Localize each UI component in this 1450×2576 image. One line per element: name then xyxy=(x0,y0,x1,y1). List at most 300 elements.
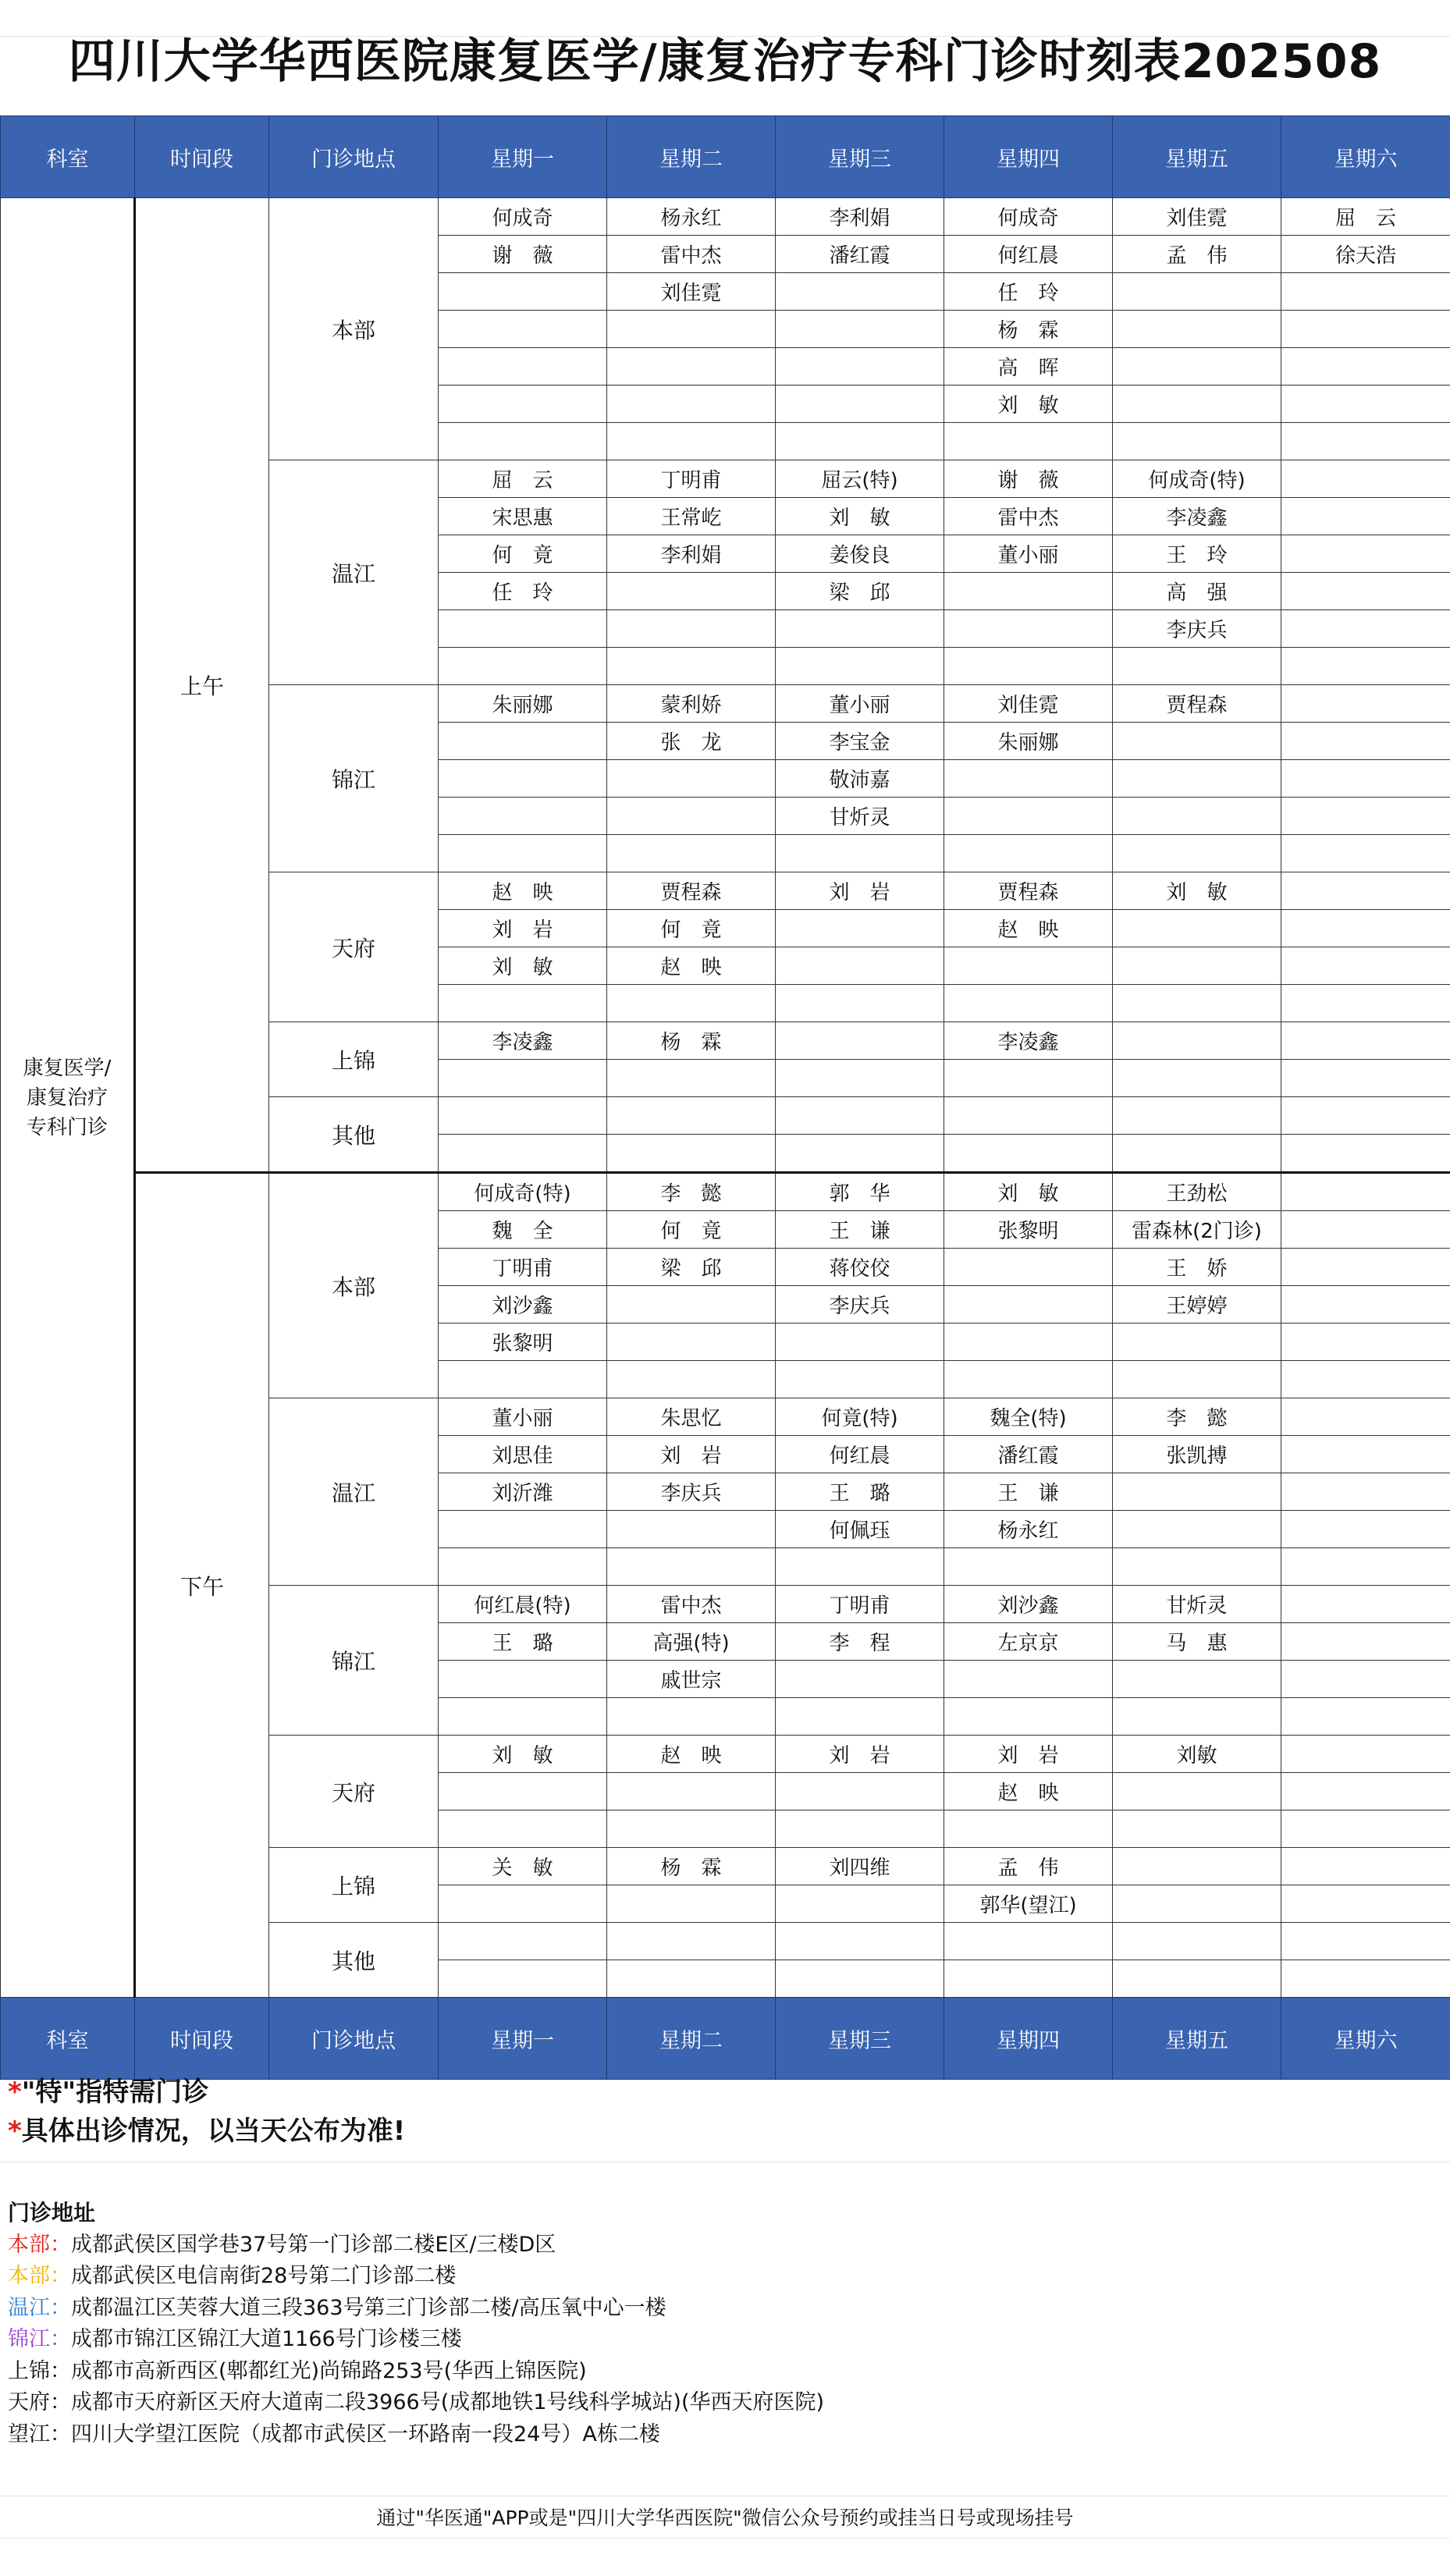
address-line xyxy=(8,2387,824,2419)
address-line xyxy=(8,2293,824,2325)
doctor-cell xyxy=(776,648,944,685)
doctor-cell xyxy=(607,985,776,1022)
doctor-cell xyxy=(607,798,776,835)
doctor-cell xyxy=(944,1960,1113,1998)
doctor-cell: 敬沛嘉 xyxy=(776,760,944,798)
address-line xyxy=(8,2230,824,2262)
doctor-cell: 徐天浩 xyxy=(1281,236,1450,273)
doctor-cell xyxy=(944,1810,1113,1848)
doctor-cell: 李 懿 xyxy=(1113,1398,1281,1436)
period-cell: 上午 xyxy=(135,198,269,1173)
doctor-cell xyxy=(1281,1324,1450,1361)
doctor-cell xyxy=(607,1923,776,1960)
doctor-cell: 王婷婷 xyxy=(1113,1286,1281,1324)
doctor-cell: 何红晨 xyxy=(776,1436,944,1473)
doctor-cell xyxy=(1281,648,1450,685)
doctor-cell: 甘炘灵 xyxy=(776,798,944,835)
doctor-cell: 李庆兵 xyxy=(607,1473,776,1511)
doctor-cell: 朱思忆 xyxy=(607,1398,776,1436)
table-row xyxy=(1,1173,1450,1211)
header-row xyxy=(1,116,1450,198)
doctor-cell xyxy=(776,1661,944,1698)
header-dept: 科室 xyxy=(1,1998,135,2080)
doctor-cell: 杨永红 xyxy=(607,198,776,236)
header-day: 星期六 xyxy=(1281,1998,1450,2080)
doctor-cell xyxy=(607,1698,776,1736)
doctor-cell: 王 娇 xyxy=(1113,1249,1281,1286)
doctor-cell: 丁明甫 xyxy=(607,460,776,498)
doctor-cell: 高 强 xyxy=(1113,573,1281,610)
doctor-cell xyxy=(944,1661,1113,1698)
doctor-cell xyxy=(439,723,607,760)
doctor-cell xyxy=(1113,311,1281,348)
doctor-cell: 何成奇 xyxy=(439,198,607,236)
doctor-cell xyxy=(607,760,776,798)
header-day: 星期三 xyxy=(776,116,944,198)
doctor-cell xyxy=(776,610,944,648)
doctor-cell: 王 玲 xyxy=(1113,535,1281,573)
doctor-cell: 刘思佳 xyxy=(439,1436,607,1473)
doctor-cell: 屈 云 xyxy=(439,460,607,498)
doctor-cell: 刘佳霓 xyxy=(1113,198,1281,236)
doctor-cell: 谢 薇 xyxy=(439,236,607,273)
doctor-cell xyxy=(1281,535,1450,573)
doctor-cell xyxy=(1113,1473,1281,1511)
doctor-cell: 刘四维 xyxy=(776,1848,944,1885)
doctor-cell: 郭华(望江) xyxy=(944,1885,1113,1923)
doctor-cell xyxy=(1281,723,1450,760)
doctor-cell xyxy=(607,1361,776,1398)
doctor-cell: 李凌鑫 xyxy=(439,1022,607,1060)
doctor-cell xyxy=(439,610,607,648)
doctor-cell xyxy=(1281,1548,1450,1586)
address-line xyxy=(8,2261,824,2293)
doctor-cell xyxy=(1281,273,1450,311)
note-schedule xyxy=(8,2112,405,2151)
doctor-cell xyxy=(1281,1135,1450,1173)
doctor-cell xyxy=(1113,1698,1281,1736)
doctor-cell xyxy=(776,1097,944,1135)
doctor-cell: 刘 岩 xyxy=(607,1436,776,1473)
header-day: 星期五 xyxy=(1113,116,1281,198)
address-text: 成都市锦江区锦江大道1166号门诊楼三楼 xyxy=(71,2327,462,2351)
doctor-cell xyxy=(1113,1511,1281,1548)
header-day: 星期一 xyxy=(439,116,607,198)
note-star: * xyxy=(8,2077,22,2108)
doctor-cell: 梁 邱 xyxy=(776,573,944,610)
doctor-cell xyxy=(1281,1249,1450,1286)
doctor-cell: 关 敏 xyxy=(439,1848,607,1885)
doctor-cell xyxy=(1281,1097,1450,1135)
doctor-cell xyxy=(439,1661,607,1698)
location-cell: 天府 xyxy=(269,872,439,1022)
doctor-cell xyxy=(1281,1173,1450,1211)
address-line xyxy=(8,2324,824,2356)
doctor-cell: 王常屹 xyxy=(607,498,776,535)
doctor-cell: 任 玲 xyxy=(439,573,607,610)
doctor-cell: 刘 敏 xyxy=(776,498,944,535)
doctor-cell: 雷中杰 xyxy=(607,236,776,273)
department-cell: 康复医学/康复治疗专科门诊 xyxy=(1,198,135,1998)
doctor-cell xyxy=(439,1960,607,1998)
doctor-cell: 郭 华 xyxy=(776,1173,944,1211)
doctor-cell xyxy=(439,311,607,348)
doctor-cell: 屈云(特) xyxy=(776,460,944,498)
address-text: 成都武侯区电信南街28号第二门诊部二楼 xyxy=(71,2264,457,2288)
doctor-cell xyxy=(944,1923,1113,1960)
doctor-cell: 蒋佼佼 xyxy=(776,1249,944,1286)
doctor-cell xyxy=(944,1060,1113,1097)
doctor-cell: 董小丽 xyxy=(439,1398,607,1436)
doctor-cell: 张黎明 xyxy=(944,1211,1113,1249)
doctor-cell: 赵 映 xyxy=(607,947,776,985)
doctor-cell: 刘 岩 xyxy=(944,1736,1113,1773)
location-cell: 其他 xyxy=(269,1097,439,1173)
header-dept: 科室 xyxy=(1,116,135,198)
doctor-cell xyxy=(944,1698,1113,1736)
doctor-cell: 蒙利娇 xyxy=(607,685,776,723)
address-label: 锦江： xyxy=(8,2327,71,2351)
doctor-cell xyxy=(1113,1773,1281,1810)
doctor-cell: 高强(特) xyxy=(607,1623,776,1661)
doctor-cell xyxy=(1281,311,1450,348)
doctor-cell: 杨永红 xyxy=(944,1511,1113,1548)
doctor-cell xyxy=(1113,1923,1281,1960)
address-section xyxy=(8,2198,824,2450)
doctor-cell xyxy=(439,1548,607,1586)
doctor-cell xyxy=(1281,1773,1450,1810)
doctor-cell xyxy=(607,386,776,423)
doctor-cell xyxy=(1281,1286,1450,1324)
doctor-cell xyxy=(1281,947,1450,985)
doctor-cell xyxy=(1113,1324,1281,1361)
doctor-cell xyxy=(439,1810,607,1848)
doctor-cell xyxy=(439,1885,607,1923)
location-cell: 温江 xyxy=(269,1398,439,1586)
doctor-cell: 朱丽娜 xyxy=(439,685,607,723)
doctor-cell: 潘红霞 xyxy=(776,236,944,273)
doctor-cell: 刘沂潍 xyxy=(439,1473,607,1511)
doctor-cell xyxy=(944,1097,1113,1135)
doctor-cell: 屈 云 xyxy=(1281,198,1450,236)
doctor-cell: 何 竟 xyxy=(607,1211,776,1249)
doctor-cell xyxy=(1281,386,1450,423)
schedule-table xyxy=(0,115,1450,2080)
doctor-cell: 刘 岩 xyxy=(439,910,607,947)
header-day: 星期二 xyxy=(607,1998,776,2080)
doctor-cell xyxy=(1113,985,1281,1022)
doctor-cell xyxy=(1281,1623,1450,1661)
doctor-cell: 刘敏 xyxy=(1113,1736,1281,1773)
doctor-cell: 孟 伟 xyxy=(1113,236,1281,273)
doctor-cell: 刘 敏 xyxy=(1113,872,1281,910)
doctor-cell xyxy=(944,423,1113,460)
doctor-cell: 李 懿 xyxy=(607,1173,776,1211)
doctor-cell xyxy=(1281,760,1450,798)
doctor-cell: 何 竟 xyxy=(439,535,607,573)
doctor-cell: 刘沙鑫 xyxy=(439,1286,607,1324)
doctor-cell xyxy=(1113,1135,1281,1173)
doctor-cell xyxy=(1281,1022,1450,1060)
table-row xyxy=(1,198,1450,236)
doctor-cell xyxy=(776,1361,944,1398)
doctor-cell: 刘 敏 xyxy=(944,386,1113,423)
doctor-cell xyxy=(776,1060,944,1097)
doctor-cell: 孟 伟 xyxy=(944,1848,1113,1885)
doctor-cell xyxy=(439,798,607,835)
doctor-cell: 李庆兵 xyxy=(1113,610,1281,648)
doctor-cell xyxy=(776,1548,944,1586)
header-day: 星期五 xyxy=(1113,1998,1281,2080)
doctor-cell: 张黎明 xyxy=(439,1324,607,1361)
doctor-cell: 何佩珏 xyxy=(776,1511,944,1548)
doctor-cell xyxy=(944,835,1113,872)
doctor-cell xyxy=(607,1097,776,1135)
address-text: 成都市天府新区天府大道南二段3966号(成都地铁1号线科学城站)(华西天府医院) xyxy=(71,2390,825,2414)
address-line xyxy=(8,2419,824,2451)
doctor-cell xyxy=(1113,835,1281,872)
doctor-cell xyxy=(776,423,944,460)
doctor-cell xyxy=(1281,460,1450,498)
header-day: 星期四 xyxy=(944,1998,1113,2080)
doctor-cell xyxy=(439,423,607,460)
doctor-cell xyxy=(1113,1661,1281,1698)
doctor-cell: 张 龙 xyxy=(607,723,776,760)
doctor-cell xyxy=(1281,1810,1450,1848)
doctor-cell xyxy=(944,798,1113,835)
doctor-cell xyxy=(944,573,1113,610)
doctor-cell xyxy=(944,1361,1113,1398)
doctor-cell xyxy=(1281,1923,1450,1960)
doctor-cell: 赵 映 xyxy=(944,910,1113,947)
footer-header-row xyxy=(1,1998,1450,2080)
header-location: 门诊地点 xyxy=(269,1998,439,2080)
doctor-cell: 丁明甫 xyxy=(776,1586,944,1623)
doctor-cell: 任 玲 xyxy=(944,273,1113,311)
doctor-cell: 王 谦 xyxy=(944,1473,1113,1511)
location-cell: 本部 xyxy=(269,1173,439,1398)
doctor-cell: 何红晨 xyxy=(944,236,1113,273)
doctor-cell: 赵 映 xyxy=(439,872,607,910)
doctor-cell xyxy=(1281,348,1450,386)
doctor-cell xyxy=(439,648,607,685)
doctor-cell xyxy=(607,1885,776,1923)
doctor-cell xyxy=(1281,910,1450,947)
address-label: 天府： xyxy=(8,2390,71,2414)
doctor-cell: 张凯搏 xyxy=(1113,1436,1281,1473)
address-text: 成都温江区芙蓉大道三段363号第三门诊部二楼/高压氧中心一楼 xyxy=(71,2295,666,2320)
doctor-cell: 王 谦 xyxy=(776,1211,944,1249)
doctor-cell xyxy=(1281,1361,1450,1398)
doctor-cell: 贾程森 xyxy=(944,872,1113,910)
doctor-cell xyxy=(776,1810,944,1848)
header-period: 时间段 xyxy=(135,116,269,198)
doctor-cell xyxy=(1281,1060,1450,1097)
doctor-cell xyxy=(944,1548,1113,1586)
location-cell: 锦江 xyxy=(269,1586,439,1736)
address-text: 四川大学望江医院（成都市武侯区一环路南一段24号）A栋二楼 xyxy=(71,2421,660,2446)
doctor-cell: 李 程 xyxy=(776,1623,944,1661)
doctor-cell xyxy=(607,1135,776,1173)
doctor-cell xyxy=(1281,573,1450,610)
doctor-cell xyxy=(1281,498,1450,535)
header-day: 星期四 xyxy=(944,116,1113,198)
doctor-cell xyxy=(1281,985,1450,1022)
doctor-cell xyxy=(607,348,776,386)
header-day: 星期三 xyxy=(776,1998,944,2080)
doctor-cell xyxy=(776,1923,944,1960)
doctor-cell xyxy=(439,1698,607,1736)
doctor-cell: 刘佳霓 xyxy=(944,685,1113,723)
doctor-cell xyxy=(1113,1960,1281,1998)
doctor-cell: 刘 敏 xyxy=(439,1736,607,1773)
doctor-cell: 何成奇(特) xyxy=(1113,460,1281,498)
doctor-cell: 梁 邱 xyxy=(607,1249,776,1286)
doctor-cell: 甘炘灵 xyxy=(1113,1586,1281,1623)
doctor-cell xyxy=(776,1324,944,1361)
doctor-cell xyxy=(776,273,944,311)
doctor-cell: 董小丽 xyxy=(776,685,944,723)
doctor-cell: 刘 敏 xyxy=(439,947,607,985)
doctor-cell: 董小丽 xyxy=(944,535,1113,573)
doctor-cell: 左京京 xyxy=(944,1623,1113,1661)
header-day: 星期一 xyxy=(439,1998,607,2080)
doctor-cell xyxy=(776,348,944,386)
doctor-cell xyxy=(607,1511,776,1548)
doctor-cell xyxy=(1113,1810,1281,1848)
location-cell: 本部 xyxy=(269,198,439,460)
doctor-cell xyxy=(1113,348,1281,386)
doctor-cell xyxy=(1113,723,1281,760)
doctor-cell xyxy=(1113,910,1281,947)
doctor-cell xyxy=(439,273,607,311)
doctor-cell: 刘 岩 xyxy=(776,1736,944,1773)
doctor-cell xyxy=(1281,1960,1450,1998)
location-cell: 锦江 xyxy=(269,685,439,872)
doctor-cell xyxy=(439,1361,607,1398)
address-heading: 门诊地址 xyxy=(8,2200,96,2226)
doctor-cell xyxy=(439,1060,607,1097)
doctor-cell: 王 璐 xyxy=(439,1623,607,1661)
doctor-cell xyxy=(1281,1885,1450,1923)
doctor-cell: 刘佳霓 xyxy=(607,273,776,311)
doctor-cell xyxy=(607,311,776,348)
doctor-cell: 李宝金 xyxy=(776,723,944,760)
header-day: 星期二 xyxy=(607,116,776,198)
doctor-cell xyxy=(776,1773,944,1810)
doctor-cell xyxy=(1281,1586,1450,1623)
doctor-cell xyxy=(776,311,944,348)
doctor-cell: 雷中杰 xyxy=(944,498,1113,535)
doctor-cell: 李庆兵 xyxy=(776,1286,944,1324)
doctor-cell xyxy=(776,1698,944,1736)
doctor-cell xyxy=(776,985,944,1022)
doctor-cell xyxy=(1281,798,1450,835)
doctor-cell xyxy=(1113,1848,1281,1885)
doctor-cell: 何红晨(特) xyxy=(439,1586,607,1623)
doctor-cell xyxy=(439,1923,607,1960)
doctor-cell xyxy=(439,386,607,423)
doctor-cell: 雷森林(2门诊) xyxy=(1113,1211,1281,1249)
doctor-cell: 魏全(特) xyxy=(944,1398,1113,1436)
doctor-cell: 赵 映 xyxy=(944,1773,1113,1810)
doctor-cell xyxy=(1113,947,1281,985)
doctor-cell xyxy=(1281,835,1450,872)
page-title: 四川大学华西医院康复医学/康复治疗专科门诊时刻表202508 xyxy=(68,34,1382,89)
doctor-cell xyxy=(607,1060,776,1097)
doctor-cell: 李利娟 xyxy=(607,535,776,573)
note-special xyxy=(8,2073,405,2112)
footer-note: 通过"华医通"APP或是"四川大学华西医院"微信公众号预约或挂当日号或现场挂号 xyxy=(376,2507,1074,2529)
doctor-cell xyxy=(1281,1211,1450,1249)
doctor-cell xyxy=(1281,1473,1450,1511)
address-line xyxy=(8,2356,824,2388)
doctor-cell: 贾程森 xyxy=(1113,685,1281,723)
header-period: 时间段 xyxy=(135,1998,269,2080)
doctor-cell xyxy=(1281,423,1450,460)
location-cell: 上锦 xyxy=(269,1022,439,1097)
doctor-cell xyxy=(944,985,1113,1022)
doctor-cell: 何成奇 xyxy=(944,198,1113,236)
doctor-cell xyxy=(439,1097,607,1135)
doctor-cell xyxy=(776,386,944,423)
doctor-cell xyxy=(1113,1060,1281,1097)
note-star: * xyxy=(8,2116,22,2147)
location-cell: 天府 xyxy=(269,1736,439,1848)
doctor-cell: 何成奇(特) xyxy=(439,1173,607,1211)
period-cell: 下午 xyxy=(135,1173,269,1998)
doctor-cell xyxy=(1281,1398,1450,1436)
doctor-cell xyxy=(439,985,607,1022)
address-label: 望江： xyxy=(8,2421,71,2446)
doctor-cell xyxy=(1113,386,1281,423)
doctor-cell xyxy=(1113,273,1281,311)
doctor-cell xyxy=(1113,1097,1281,1135)
address-text: 成都市高新西区(郫都红光)尚锦路253号(华西上锦医院) xyxy=(71,2358,587,2383)
doctor-cell xyxy=(1281,1736,1450,1773)
doctor-cell xyxy=(1113,1885,1281,1923)
doctor-cell: 刘 岩 xyxy=(776,872,944,910)
location-cell: 其他 xyxy=(269,1923,439,1998)
doctor-cell xyxy=(944,1324,1113,1361)
doctor-cell xyxy=(1281,685,1450,723)
doctor-cell xyxy=(1113,1548,1281,1586)
doctor-cell xyxy=(607,1960,776,1998)
doctor-cell xyxy=(1113,1361,1281,1398)
doctor-cell: 丁明甫 xyxy=(439,1249,607,1286)
doctor-cell xyxy=(1281,1511,1450,1548)
doctor-cell: 宋思惠 xyxy=(439,498,607,535)
doctor-cell xyxy=(607,648,776,685)
doctor-cell xyxy=(944,1249,1113,1286)
doctor-cell xyxy=(607,1773,776,1810)
doctor-cell xyxy=(1281,1436,1450,1473)
doctor-cell: 杨 霖 xyxy=(944,311,1113,348)
doctor-cell xyxy=(607,1324,776,1361)
doctor-cell xyxy=(439,1511,607,1548)
doctor-cell xyxy=(607,835,776,872)
doctor-cell: 姜俊良 xyxy=(776,535,944,573)
doctor-cell: 刘沙鑫 xyxy=(944,1586,1113,1623)
doctor-cell xyxy=(944,760,1113,798)
doctor-cell xyxy=(944,1135,1113,1173)
doctor-cell xyxy=(1113,1022,1281,1060)
doctor-cell xyxy=(776,1960,944,1998)
doctor-cell: 雷中杰 xyxy=(607,1586,776,1623)
notes xyxy=(8,2073,405,2151)
doctor-cell xyxy=(776,910,944,947)
doctor-cell: 李利娟 xyxy=(776,198,944,236)
